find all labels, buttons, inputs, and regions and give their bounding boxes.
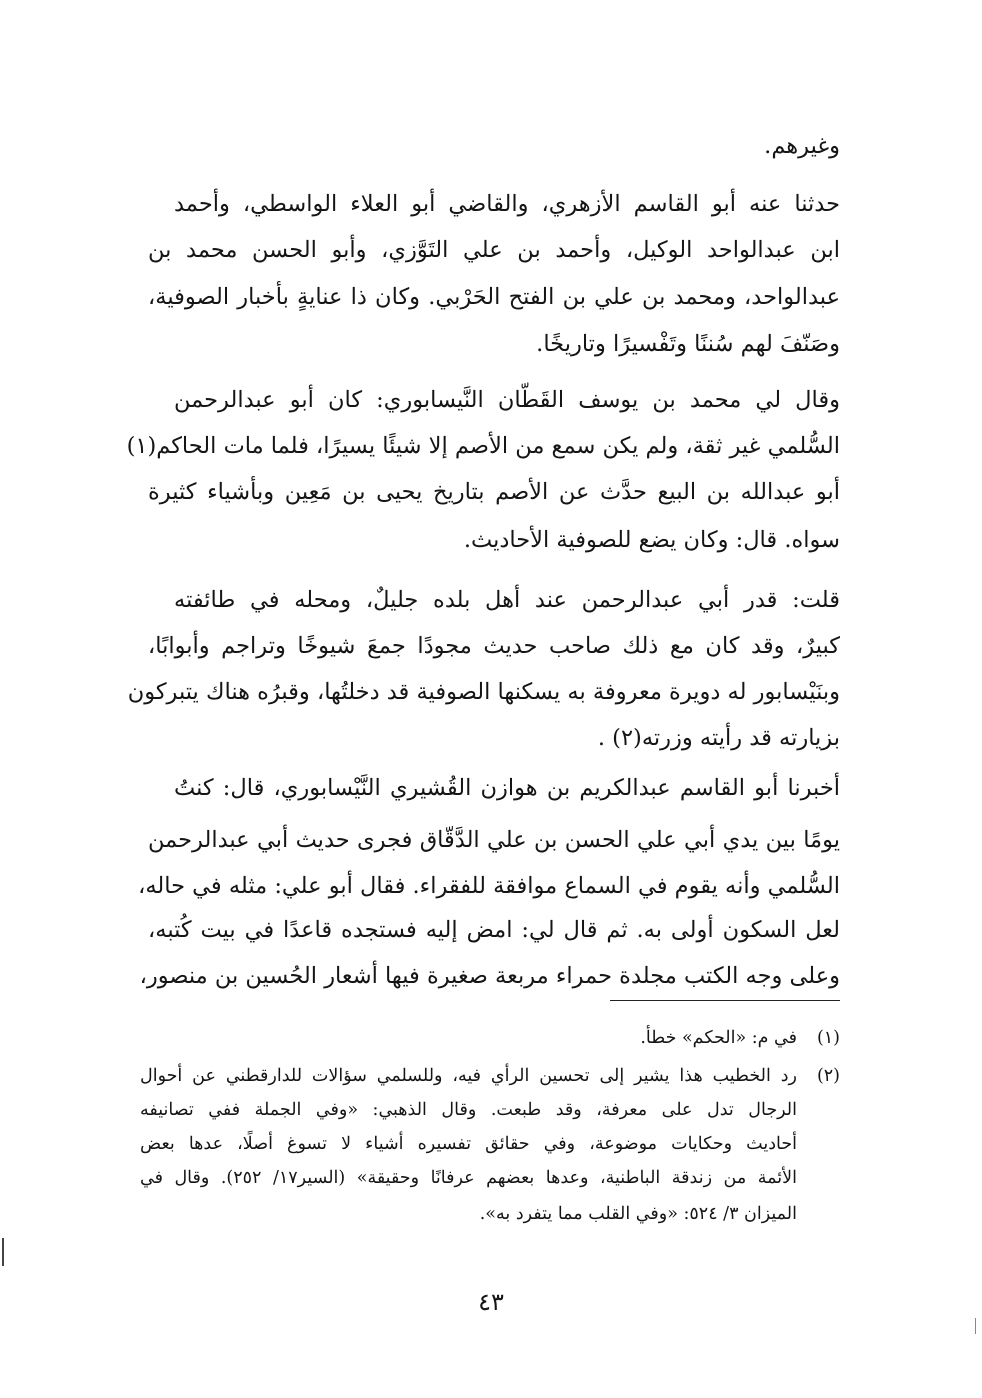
text-line-1: وغيرهم.: [764, 133, 840, 159]
footnote-1-number: (١): [816, 1028, 840, 1048]
footnote-2-line-3: أحاديث وحكايات موضوعة، وفي حقائق تفسيره أشياء لا تسوغ أصلًا، عدها بعض: [140, 1134, 797, 1154]
text-line-11: كبيرٌ، وقد كان مع ذلك صاحب حديث مجودًا جمعَ شيوخًا وتراجم وأبوابًا،: [148, 633, 840, 659]
page-number: ٤٣: [478, 1288, 504, 1316]
footnote-separator: [610, 1000, 840, 1001]
scan-edge-mark-right: [975, 1318, 976, 1334]
footnote-2-line-5: الميزان ٣/ ٥٢٤: «وفي القلب مما يتفرد به».: [479, 1204, 797, 1224]
text-line-12: وبنَيْسابور له دويرة معروفة به يسكنها الصوفية قد دخلتُها، وقبرُه هناك يتبركون: [127, 679, 840, 705]
footnote-2-line-4: الأئمة من زندقة الباطنية، وعدها بعضهم عرفانًا وحقيقة» (السير١٧/ ٢٥٢). وقال في: [140, 1168, 797, 1188]
text-line-16: السُّلمي وأنه يقوم في السماع موافقة للفقراء. فقال أبو علي: مثله في حاله،: [138, 873, 840, 899]
text-line-5: وصَنّفَ لهم سُننًا وتَفْسيرًا وتاريخًا.: [536, 331, 840, 357]
text-line-17: لعل السكون أولى به. ثم قال لي: امض إليه فستجده قاعدًا في بيت كُتبه،: [148, 917, 840, 943]
text-line-6: وقال لي محمد بن يوسف القَطّان النَّيسابوري: كان أبو عبدالرحمن: [174, 387, 840, 413]
footnote-2-number: (٢): [816, 1066, 840, 1086]
text-line-2: حدثنا عنه أبو القاسم الأزهري، والقاضي أبو العلاء الواسطي، وأحمد: [174, 191, 840, 217]
text-line-14: أخبرنا أبو القاسم عبدالكريم بن هوازن القُشيري النَّيْسابوري، قال: كنتُ: [174, 775, 840, 801]
text-line-4: عبدالواحد، ومحمد بن علي بن الفتح الحَرْبي. وكان ذا عنايةٍ بأخبار الصوفية،: [148, 284, 840, 310]
text-line-18: وعلى وجه الكتب مجلدة حمراء مربعة صغيرة فيها أشعار الحُسين بن منصور،: [139, 963, 840, 989]
scan-edge-mark: [2, 1238, 4, 1266]
text-line-3: ابن عبدالواحد الوكيل، وأحمد بن علي التَوَّزي، وأبو الحسن محمد بن: [148, 237, 840, 263]
footnote-2-line-1: رد الخطيب هذا يشير إلى تحسين الرأي فيه، وللسلمي سؤالات للدارقطني عن أحوال: [140, 1066, 797, 1086]
text-line-9: سواه. قال: وكان يضع للصوفية الأحاديث.: [463, 527, 840, 553]
text-line-8: أبو عبدالله بن البيع حدَّث عن الأصم بتاريخ يحيى بن مَعِين وبأشياء كثيرة: [148, 479, 840, 505]
footnote-1-line-1: في م: «الحكم» خطأ.: [640, 1028, 797, 1048]
text-line-15: يومًا بين يدي أبي علي الحسن بن علي الدَّقّاق فجرى حديث أبي عبدالرحمن: [148, 827, 840, 853]
text-line-10: قلت: قدر أبي عبدالرحمن عند أهل بلده جليلٌ، ومحله في طائفته: [174, 587, 840, 613]
text-line-7: السُّلمي غير ثقة، ولم يكن سمع من الأصم إلا شيئًا يسيرًا، فلما مات الحاكم(١): [126, 433, 840, 459]
text-line-13: بزيارته قد رأيته وزرته(٢) .: [597, 725, 840, 751]
footnote-2-line-2: الرجال تدل على معرفة، وقد طبعت. وقال الذهبي: «وفي الجملة ففي تصانيفه: [140, 1100, 797, 1120]
